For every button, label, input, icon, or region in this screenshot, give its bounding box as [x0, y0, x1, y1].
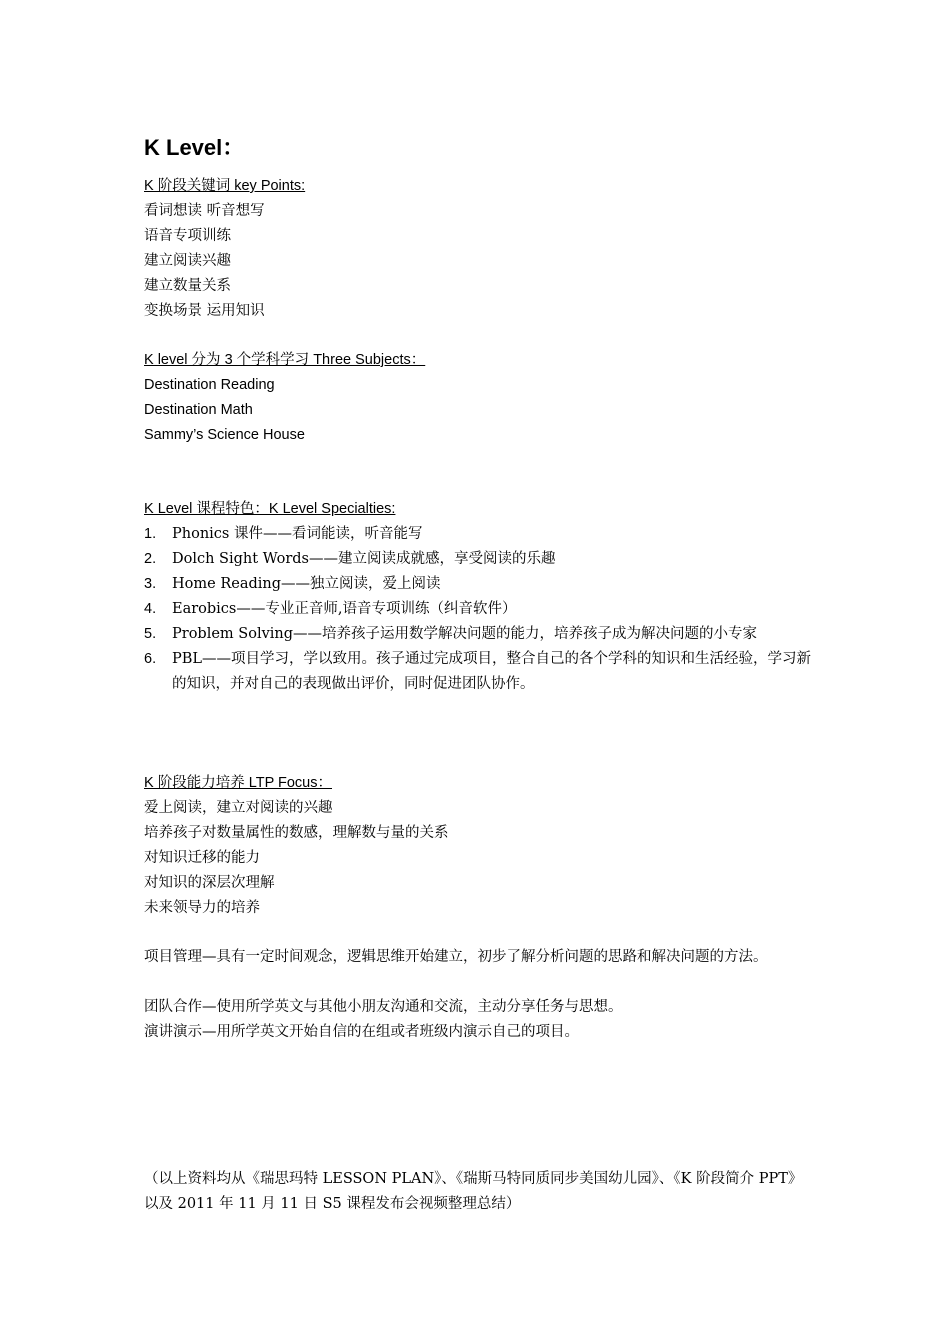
list-item-text: Earobics——专业正音师,语音专项训练（纠音软件） — [172, 601, 517, 617]
leadership-paragraph: 项目管理—具有一定时间观念，逻辑思维开始建立，初步了解分析问题的思路和解决问题的方法。 — [144, 949, 768, 965]
list-number: 1. — [144, 526, 157, 542]
ltp-heading: K 阶段能力培养 LTP Focus： — [144, 775, 332, 791]
ltp-item: 培养孩子对数量属性的数感，理解数与量的关系 — [144, 825, 449, 841]
key-point-item: 建立阅读兴趣 — [144, 253, 231, 269]
list-item — [144, 597, 814, 622]
list-item-text: Dolch Sight Words——建立阅读成就感，享受阅读的乐趣 — [172, 551, 556, 567]
key-point-item: 语音专项训练 — [144, 228, 231, 244]
list-item — [144, 622, 814, 647]
list-item — [144, 522, 814, 547]
list-item — [144, 547, 814, 572]
list-item — [144, 572, 814, 597]
subject-item: Destination Reading — [144, 377, 275, 393]
list-item — [144, 647, 814, 697]
ltp-item: 未来领导力的培养 — [144, 900, 260, 916]
list-item-text: Problem Solving——培养孩子运用数学解决问题的能力，培养孩子成为解决问题的小专家 — [172, 626, 758, 642]
ltp-item: 爱上阅读，建立对阅读的兴趣 — [144, 800, 333, 816]
list-item-text: Home Reading——独立阅读，爱上阅读 — [172, 576, 441, 592]
leadership-paragraph: 演讲演示—用所学英文开始自信的在组或者班级内演示自己的项目。 — [144, 1024, 579, 1040]
ltp-item: 对知识的深层次理解 — [144, 875, 275, 891]
list-item-text: PBL——项目学习，学以致用。孩子通过完成项目，整合自己的各个学科的知识和生活经验，学习新的知识，并对自己的表现做出评价，同时促进团队协作。 — [172, 651, 812, 692]
specialties-heading: K Level 课程特色：K Level Specialties: — [144, 501, 396, 517]
list-item-text: Phonics 课件——看词能读，听音能写 — [172, 526, 423, 542]
leadership-paragraph: 团队合作—使用所学英文与其他小朋友沟通和交流，主动分享任务与思想。 — [144, 999, 623, 1015]
source-footnote: （以上资料均从《瑞思玛特 LESSON PLAN》、《瑞斯马特同质同步美国幼儿园》、《K 阶段简介 PPT》以及 2011 年 11 月 11 日 S5 课程发布会视频整理总结） — [144, 1171, 803, 1212]
list-number: 4. — [144, 601, 157, 617]
list-number: 2. — [144, 551, 157, 567]
subject-item: Sammy’s Science House — [144, 427, 305, 443]
subject-item: Destination Math — [144, 402, 253, 418]
list-number: 6. — [144, 651, 157, 667]
key-point-item: 看词想读 听音想写 — [144, 203, 265, 219]
specialties-list — [144, 522, 814, 697]
key-point-item: 变换场景 运用知识 — [144, 303, 265, 319]
ltp-item: 对知识迁移的能力 — [144, 850, 260, 866]
list-number: 3. — [144, 576, 157, 592]
key-points-heading: K 阶段关键词 key Points: — [144, 178, 306, 194]
list-number: 5. — [144, 626, 157, 642]
page-title: K Level： — [144, 135, 245, 160]
key-point-item: 建立数量关系 — [144, 278, 231, 294]
subjects-heading: K level 分为 3 个学科学习 Three Subjects： — [144, 352, 426, 368]
